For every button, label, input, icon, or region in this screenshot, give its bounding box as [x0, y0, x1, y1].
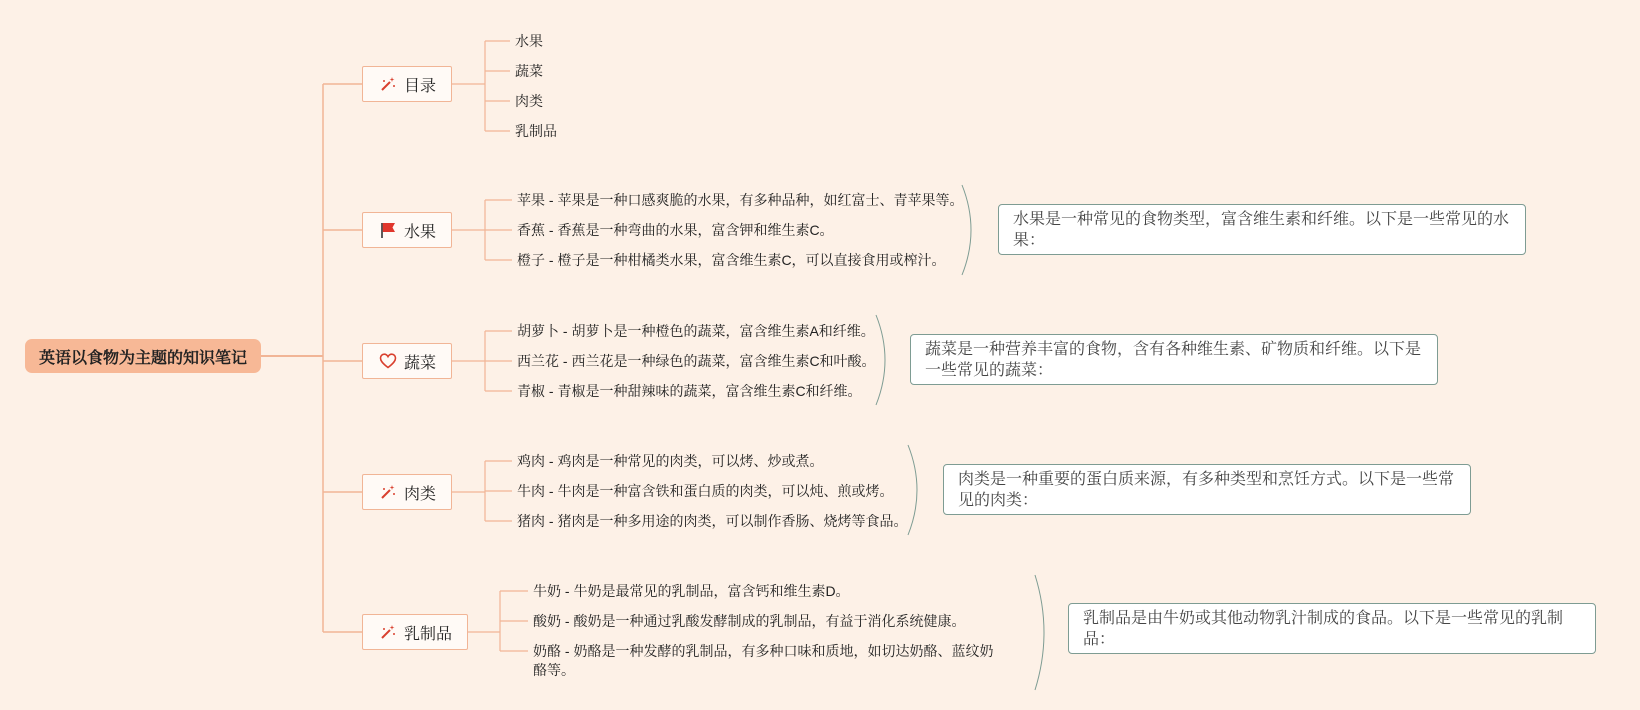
magic-wand-icon: [378, 622, 398, 642]
leaf-item[interactable]: 胡萝卜 - 胡萝卜是一种橙色的蔬菜，富含维生素A和纤维。: [517, 323, 875, 339]
heart-icon: [378, 351, 398, 371]
branch-meat[interactable]: [362, 474, 452, 510]
branch-label: 蔬菜: [403, 354, 436, 372]
branch-vegetables[interactable]: [362, 343, 452, 379]
red-flag-icon: [378, 220, 398, 240]
branch-fruit[interactable]: [362, 212, 452, 248]
leaf-item[interactable]: 苹果 - 苹果是一种口感爽脆的水果，有多种品种，如红富士、青苹果等。: [517, 192, 964, 208]
leaf-item[interactable]: 奶酪 - 奶酪是一种发酵的乳制品，有多种口味和质地，如切达奶酪、蓝纹奶酪等。: [533, 643, 994, 678]
leaf-item[interactable]: 水果: [515, 33, 543, 49]
leaf-item[interactable]: 西兰花 - 西兰花是一种绿色的蔬菜，富含维生素C和叶酸。: [517, 353, 876, 369]
leaf-item[interactable]: 青椒 - 青椒是一种甜辣味的蔬菜，富含维生素C和纤维。: [517, 383, 862, 399]
leaf-item[interactable]: 橙子 - 橙子是一种柑橘类水果，富含维生素C，可以直接食用或榨汁。: [517, 252, 946, 268]
summary-note-meat[interactable]: 肉类是一种重要的蛋白质来源，有多种类型和烹饪方式。以下是一些常见的肉类：: [943, 464, 1471, 515]
leaf-item[interactable]: 乳制品: [515, 123, 557, 139]
magic-wand-icon: [378, 74, 398, 94]
leaf-item[interactable]: 肉类: [515, 93, 543, 109]
summary-bracket: [1035, 575, 1044, 690]
branch-label: 目录: [403, 77, 436, 95]
leaf-item[interactable]: 牛奶 - 牛奶是最常见的乳制品，富含钙和维生素D。: [533, 583, 850, 599]
summary-note-dairy[interactable]: 乳制品是由牛奶或其他动物乳汁制成的食品。以下是一些常见的乳制品：: [1068, 603, 1596, 654]
branch-label: 水果: [403, 223, 436, 241]
leaf-item[interactable]: 猪肉 - 猪肉是一种多用途的肉类，可以制作香肠、烧烤等食品。: [517, 513, 908, 529]
leaf-item[interactable]: 酸奶 - 酸奶是一种通过乳酸发酵制成的乳制品，有益于消化系统健康。: [533, 613, 966, 629]
summary-note-fruit[interactable]: 水果是一种常见的食物类型，富含维生素和纤维。以下是一些常见的水果：: [998, 204, 1526, 255]
branch-toc[interactable]: [362, 66, 452, 102]
leaf-item[interactable]: 香蕉 - 香蕉是一种弯曲的水果，富含钾和维生素C。: [517, 222, 834, 238]
leaf-item[interactable]: 蔬菜: [515, 63, 543, 79]
branch-label: 肉类: [403, 485, 436, 503]
leaf-item[interactable]: 鸡肉 - 鸡肉是一种常见的肉类，可以烤、炒或煮。: [517, 453, 824, 469]
root-topic-label: 英语以食物为主题的知识笔记: [38, 349, 247, 367]
magic-wand-icon: [378, 482, 398, 502]
summary-bracket: [908, 445, 917, 535]
root-topic[interactable]: [25, 339, 261, 373]
summary-bracket: [876, 315, 885, 405]
leaf-item[interactable]: 牛肉 - 牛肉是一种富含铁和蛋白质的肉类，可以炖、煎或烤。: [517, 483, 894, 499]
branch-label: 乳制品: [403, 625, 452, 643]
branch-dairy[interactable]: [362, 614, 468, 650]
summary-note-vegetables[interactable]: 蔬菜是一种营养丰富的食物，含有各种维生素、矿物质和纤维。以下是一些常见的蔬菜：: [910, 334, 1438, 385]
